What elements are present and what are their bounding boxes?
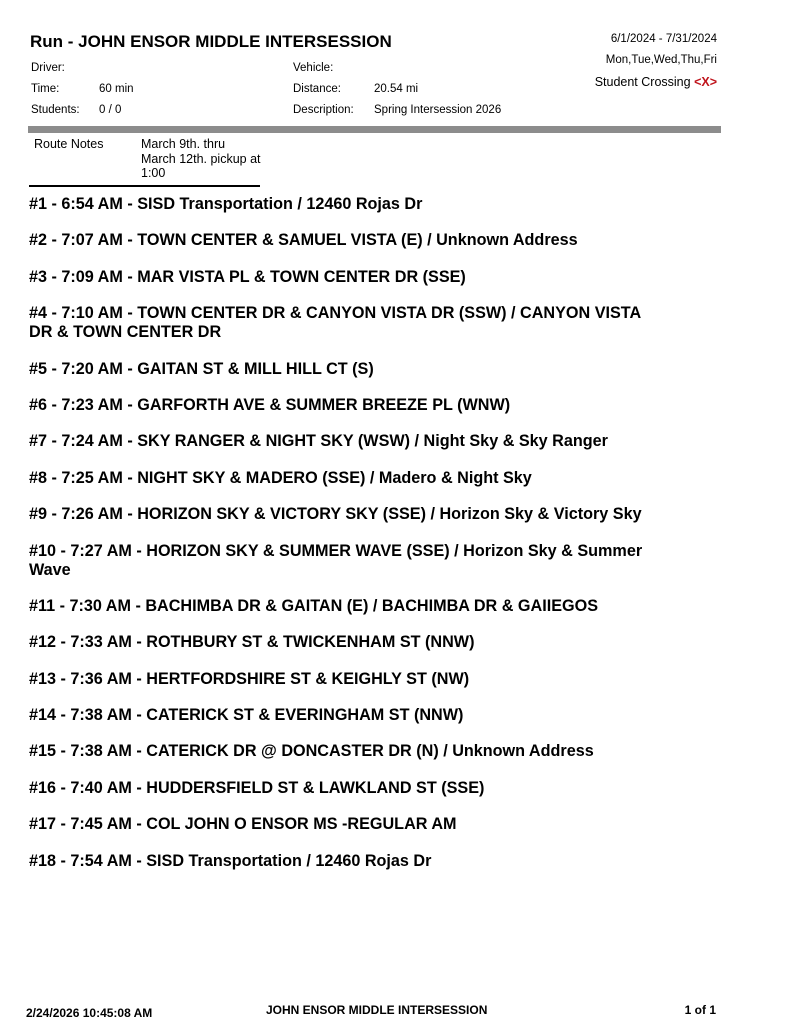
stop-item: #10 - 7:27 AM - HORIZON SKY & SUMMER WAVE (SSE) / Horizon Sky & Summer Wave (29, 541, 643, 579)
vehicle-label: Vehicle: (293, 62, 334, 74)
student-crossing-label: Student Crossing (594, 75, 691, 89)
stop-item: #4 - 7:10 AM - TOWN CENTER DR & CANYON VISTA DR (SSW) / CANYON VISTA DR & TOWN CENTER DR (29, 304, 641, 342)
footer-printed-date: 2/24/2026 10:45:08 AM (26, 1006, 153, 1020)
distance-label: Distance: (293, 83, 341, 95)
header-divider (28, 126, 721, 133)
time-value: 60 min (99, 83, 134, 95)
students-value: 0 / 0 (99, 104, 122, 116)
page-title: Run - JOHN ENSOR MIDDLE INTERSESSION (30, 32, 392, 51)
service-days: Mon,Tue,Wed,Thu,Fri (605, 54, 717, 66)
stop-item: #18 - 7:54 AM - SISD Transportation / 12460 Rojas Dr (29, 851, 432, 870)
route-notes-underline (29, 185, 260, 187)
footer-title: JOHN ENSOR MIDDLE INTERSESSION (266, 1003, 488, 1017)
date-range: 6/1/2024 - 7/31/2024 (610, 33, 717, 45)
route-notes-text: March 9th. thru March 12th. pickup at 1:00 (141, 137, 261, 180)
stop-item: #17 - 7:45 AM - COL JOHN O ENSOR MS -REGULAR AM (29, 815, 457, 834)
stop-item: #6 - 7:23 AM - GARFORTH AVE & SUMMER BREEZE PL (WNW) (29, 395, 511, 414)
description-value: Spring Intersession 2026 (374, 104, 502, 116)
student-crossing (595, 75, 717, 89)
stop-item: #11 - 7:30 AM - BACHIMBA DR & GAITAN (E) / BACHIMBA DR & GAIIEGOS (29, 596, 598, 615)
page-number: 1 of 1 (684, 1003, 716, 1017)
stop-item: #13 - 7:36 AM - HERTFORDSHIRE ST & KEIGHLY ST (NW) (29, 669, 470, 688)
stop-item: #5 - 7:20 AM - GAITAN ST & MILL HILL CT (S) (29, 359, 374, 378)
route-notes-label: Route Notes (34, 137, 104, 151)
distance-value: 20.54 mi (374, 83, 419, 95)
stop-item: #1 - 6:54 AM - SISD Transportation / 12460 Rojas Dr (29, 195, 423, 213)
stop-item: #2 - 7:07 AM - TOWN CENTER & SAMUEL VISTA (E) / Unknown Address (29, 231, 578, 250)
time-label: Time: (31, 83, 60, 95)
stop-item: #16 - 7:40 AM - HUDDERSFIELD ST & LAWKLAND ST (SSE) (29, 778, 485, 797)
stop-item: #3 - 7:09 AM - MAR VISTA PL & TOWN CENTER DR (SSE) (29, 267, 466, 286)
students-label: Students: (31, 104, 80, 116)
stop-list (29, 195, 649, 888)
student-crossing-mark: <X> (694, 75, 717, 89)
description-label: Description: (293, 104, 354, 116)
stop-item: #8 - 7:25 AM - NIGHT SKY & MADERO (SSE) / Madero & Night Sky (29, 468, 532, 487)
stop-item: #7 - 7:24 AM - SKY RANGER & NIGHT SKY (WSW) / Night Sky & Sky Ranger (29, 432, 608, 451)
stop-item: #12 - 7:33 AM - ROTHBURY ST & TWICKENHAM ST (NNW) (29, 633, 475, 652)
stop-item: #15 - 7:38 AM - CATERICK DR @ DONCASTER DR (N) / Unknown Address (29, 742, 594, 761)
driver-label: Driver: (31, 62, 65, 74)
stop-item: #14 - 7:38 AM - CATERICK ST & EVERINGHAM ST (NNW) (29, 706, 464, 725)
stop-item: #9 - 7:26 AM - HORIZON SKY & VICTORY SKY (SSE) / Horizon Sky & Victory Sky (29, 505, 642, 524)
